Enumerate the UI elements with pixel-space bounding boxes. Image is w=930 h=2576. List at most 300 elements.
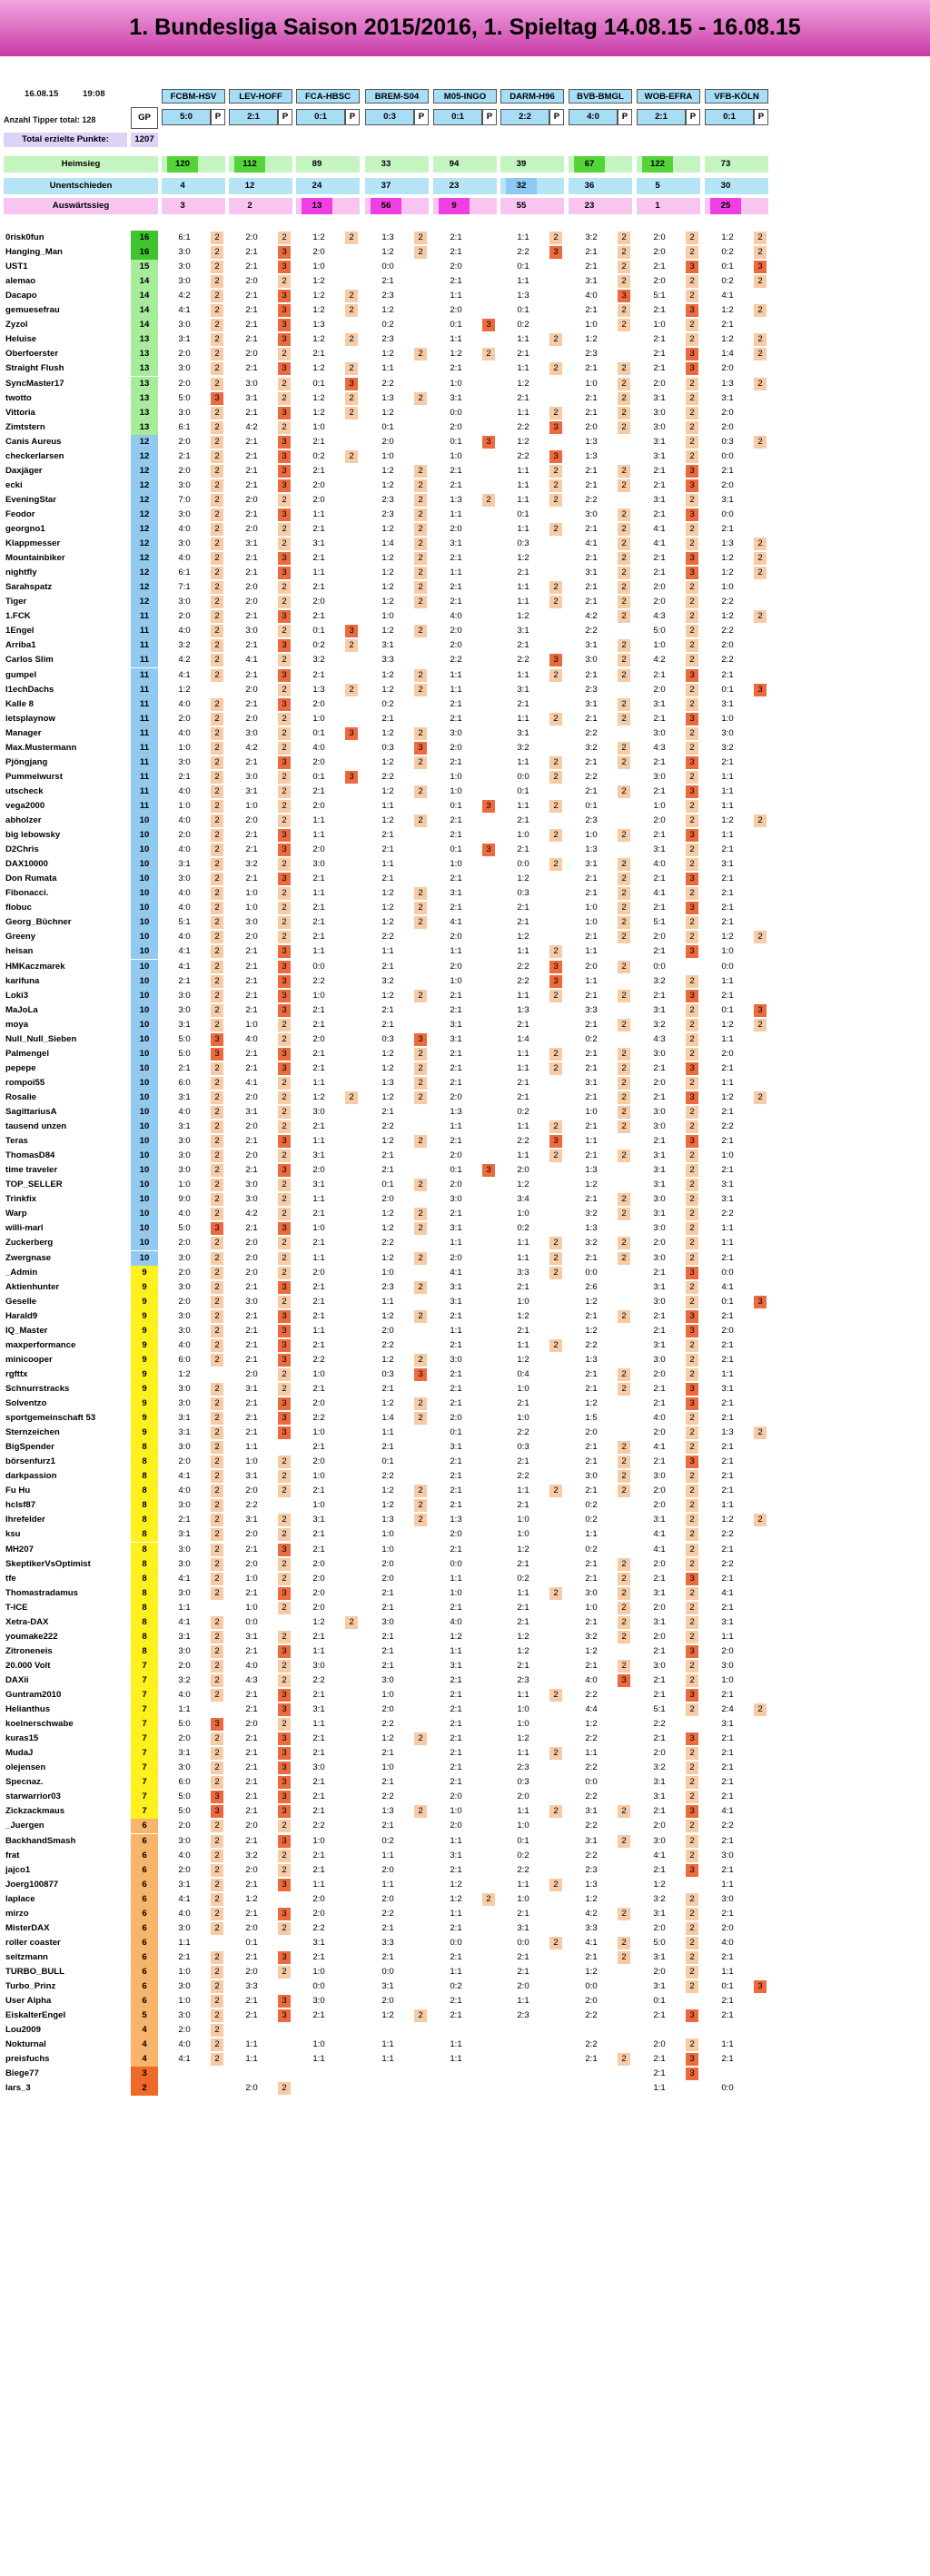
tip-value: 1:2 xyxy=(381,465,394,476)
tip-value: 2:2 xyxy=(450,655,462,666)
tip-points: 2 xyxy=(414,538,427,550)
tip-points: 2 xyxy=(278,916,291,929)
tip-points: 2 xyxy=(549,1937,562,1949)
tipper-gp: 15 xyxy=(131,260,158,274)
tip-value: 2:1 xyxy=(245,1733,258,1744)
tip-value: 2:2 xyxy=(585,1850,598,1860)
tipper-name: T-ICE xyxy=(5,1602,28,1613)
tip-value: 2:1 xyxy=(653,990,666,1001)
tip-value: 1:2 xyxy=(585,1893,598,1904)
tip-points: 2 xyxy=(414,1077,427,1090)
tip-points: 2 xyxy=(278,902,291,914)
tip-value: 2:1 xyxy=(245,1777,258,1788)
tip-points: 2 xyxy=(618,567,630,579)
tip-points: 3 xyxy=(482,319,495,331)
tip-value: 2:0 xyxy=(178,1267,191,1278)
tip-value: 4:1 xyxy=(653,1850,666,1860)
tip-value: 0:1 xyxy=(450,1427,462,1438)
tip-points: 2 xyxy=(618,523,630,536)
tip-points: 3 xyxy=(278,698,291,711)
tip-value: 2:1 xyxy=(245,1004,258,1015)
tipper-gp: 6 xyxy=(131,1892,158,1907)
tip-value: 2:0 xyxy=(585,961,598,972)
tipper-name: Loki3 xyxy=(5,990,29,1001)
tip-value: 4:1 xyxy=(721,1806,734,1817)
tip-value: 2:2 xyxy=(721,1121,734,1132)
tip-value: 2:0 xyxy=(312,1558,325,1569)
tip-value: 2:1 xyxy=(517,1456,529,1467)
home-win-row-value: 33 xyxy=(381,159,391,169)
tip-points: 3 xyxy=(278,1951,291,1964)
tip-points: 2 xyxy=(549,1339,562,1352)
tip-value: 1:2 xyxy=(312,392,325,403)
tip-value: 2:0 xyxy=(245,1252,258,1263)
tip-points: 2 xyxy=(618,1310,630,1323)
tipper-name: Zwergnase xyxy=(5,1252,52,1263)
tip-value: 2:1 xyxy=(653,1456,666,1467)
tip-value: 1:1 xyxy=(312,1252,325,1263)
tip-value: 2:1 xyxy=(585,553,598,564)
tip-value: 3:3 xyxy=(381,655,394,666)
tip-points: 2 xyxy=(414,348,427,360)
tip-points: 2 xyxy=(686,1485,698,1497)
tip-points: 2 xyxy=(618,961,630,973)
tip-value: 2:1 xyxy=(450,1733,462,1744)
tipper-name: gemuesefrau xyxy=(5,305,60,316)
tip-value: 2:1 xyxy=(381,1107,394,1117)
tip-value: 2:1 xyxy=(245,1413,258,1424)
tipper-gp: 11 xyxy=(131,638,158,653)
tip-value: 2:1 xyxy=(585,785,598,796)
tip-points: 2 xyxy=(211,975,223,988)
tip-points: 2 xyxy=(686,639,698,652)
tip-value: 2:1 xyxy=(381,844,394,855)
tip-value: 2:2 xyxy=(381,1791,394,1802)
points-header: P xyxy=(482,109,497,125)
tip-value: 1:2 xyxy=(381,669,394,680)
tip-value: 1:0 xyxy=(517,1296,529,1307)
tip-points: 2 xyxy=(211,1850,223,1862)
tip-points: 3 xyxy=(549,654,562,666)
tip-points: 2 xyxy=(278,1296,291,1308)
tip-points: 2 xyxy=(686,1791,698,1803)
match-result: 0:3 xyxy=(365,109,414,125)
tipper-name: Schnurrstracks xyxy=(5,1383,70,1394)
tip-value: 2:1 xyxy=(450,873,462,884)
tip-value: 3:2 xyxy=(653,1893,666,1904)
tip-value: 3:1 xyxy=(585,1835,598,1846)
tipper-name: Don Rumata xyxy=(5,873,57,884)
tip-value: 3:1 xyxy=(178,1121,191,1132)
tip-value: 1:0 xyxy=(585,903,598,913)
tipper-name: karifuna xyxy=(5,975,40,986)
tip-points: 2 xyxy=(686,625,698,637)
tip-value: 2:1 xyxy=(585,1485,598,1496)
tipper-gp: 10 xyxy=(131,872,158,886)
tip-value: 1:2 xyxy=(381,349,394,360)
match-result: 2:2 xyxy=(500,109,549,125)
tip-value: 2:1 xyxy=(381,961,394,972)
tip-points: 2 xyxy=(278,1193,291,1206)
tip-value: 1:2 xyxy=(585,1966,598,1977)
tip-value: 1:3 xyxy=(517,1004,529,1015)
tipper-gp: 10 xyxy=(131,1134,158,1149)
tip-value: 1:2 xyxy=(721,334,734,345)
tipper-count: Anzahl Tipper total: 128 xyxy=(4,115,96,124)
tip-points: 2 xyxy=(211,1485,223,1497)
tip-points: 2 xyxy=(549,1150,562,1162)
tip-value: 3:0 xyxy=(721,1893,734,1904)
tip-value: 3:1 xyxy=(178,859,191,870)
tip-value: 2:2 xyxy=(517,1136,529,1147)
tip-value: 3:0 xyxy=(178,479,191,490)
tip-value: 0:0 xyxy=(517,771,529,782)
tip-value: 2:0 xyxy=(245,1091,258,1102)
tip-value: 2:2 xyxy=(585,1339,598,1350)
tip-points: 2 xyxy=(414,567,427,579)
tip-value: 2:0 xyxy=(178,713,191,724)
tip-value: 2:2 xyxy=(312,975,325,986)
tip-points: 2 xyxy=(686,1937,698,1949)
tip-value: 2:1 xyxy=(245,1645,258,1656)
tip-value: 0:0 xyxy=(585,1267,598,1278)
tip-value: 3:0 xyxy=(312,1107,325,1117)
tip-value: 2:1 xyxy=(653,479,666,490)
tip-value: 2:0 xyxy=(653,247,666,258)
tip-value: 2:1 xyxy=(653,1645,666,1656)
tip-value: 3:3 xyxy=(517,1267,529,1278)
tipper-name: tfe xyxy=(5,1573,16,1584)
tip-points: 2 xyxy=(549,333,562,346)
tip-points: 2 xyxy=(618,319,630,331)
tip-points: 2 xyxy=(211,1747,223,1760)
tip-value: 2:1 xyxy=(653,349,666,360)
tip-points: 3 xyxy=(278,1835,291,1848)
tip-value: 1:2 xyxy=(721,611,734,622)
tip-value: 4:1 xyxy=(178,669,191,680)
tip-value: 3:1 xyxy=(585,640,598,651)
tip-value: 4:2 xyxy=(178,655,191,666)
tip-value: 1:1 xyxy=(517,1238,529,1249)
tip-value: 2:0 xyxy=(721,1645,734,1656)
tip-value: 2:2 xyxy=(517,1471,529,1482)
tip-value: 5:0 xyxy=(178,1048,191,1059)
tip-value: 2:1 xyxy=(178,771,191,782)
tip-value: 1:2 xyxy=(381,727,394,738)
tip-points: 2 xyxy=(549,1062,562,1075)
tip-points: 2 xyxy=(278,1528,291,1541)
tip-value: 2:0 xyxy=(517,1981,529,1991)
tip-value: 2:1 xyxy=(517,1616,529,1627)
tip-points: 2 xyxy=(345,407,358,419)
tip-value: 2:1 xyxy=(517,1398,529,1408)
tipper-name: rgfttx xyxy=(5,1368,28,1379)
tip-value: 0:1 xyxy=(517,508,529,519)
tip-value: 1:1 xyxy=(721,771,734,782)
tip-value: 3:0 xyxy=(585,655,598,666)
tip-value: 2:1 xyxy=(653,1310,666,1321)
tip-points: 3 xyxy=(686,902,698,914)
tip-value: 3:0 xyxy=(178,2010,191,2021)
tip-value: 2:0 xyxy=(721,421,734,432)
tipper-name: TOP_SELLER xyxy=(5,1179,63,1190)
tip-value: 1:0 xyxy=(312,421,325,432)
tip-value: 1:1 xyxy=(381,859,394,870)
tip-points: 3 xyxy=(686,465,698,478)
tip-value: 2:1 xyxy=(517,1951,529,1962)
tip-value: 3:1 xyxy=(653,1981,666,1991)
tip-value: 1:2 xyxy=(312,276,325,287)
tip-value: 3:2 xyxy=(585,232,598,242)
tip-points: 2 xyxy=(618,392,630,405)
tip-points: 3 xyxy=(278,1747,291,1760)
away-win-row-value: 55 xyxy=(516,201,527,211)
tip-value: 1:3 xyxy=(381,1077,394,1088)
tipper-name: EveningStar xyxy=(5,494,56,505)
tip-points: 3 xyxy=(211,1222,223,1235)
tip-value: 1:1 xyxy=(517,1062,529,1073)
tip-value: 2:1 xyxy=(450,1719,462,1730)
away-win-row-value: 13 xyxy=(302,198,332,214)
tip-value: 2:0 xyxy=(245,524,258,534)
tip-points: 2 xyxy=(414,232,427,244)
tip-points: 2 xyxy=(686,654,698,666)
total-points-label: Total erzielte Punkte: xyxy=(4,133,127,147)
tip-points: 3 xyxy=(278,1908,291,1920)
tip-value: 0:2 xyxy=(517,1223,529,1234)
tip-points: 2 xyxy=(686,1077,698,1090)
tip-value: 3:0 xyxy=(245,378,258,389)
tip-points: 2 xyxy=(278,785,291,798)
tipper-name: ksu xyxy=(5,1529,21,1540)
tip-value: 2:1 xyxy=(721,1354,734,1365)
tipper-name: laplace xyxy=(5,1893,35,1904)
tip-value: 2:0 xyxy=(381,1573,394,1584)
tip-value: 1:2 xyxy=(381,1048,394,1059)
tip-points: 2 xyxy=(278,348,291,360)
tip-value: 2:1 xyxy=(450,1136,462,1147)
tip-value: 2:0 xyxy=(245,1529,258,1540)
tipper-name: Xetra-DAX xyxy=(5,1616,49,1627)
tipper-gp: 13 xyxy=(131,420,158,435)
tip-value: 4:0 xyxy=(653,859,666,870)
tip-value: 3:1 xyxy=(312,1150,325,1161)
tipper-gp: 10 xyxy=(131,1192,158,1207)
tip-value: 2:1 xyxy=(450,713,462,724)
tip-value: 1:0 xyxy=(178,1996,191,2007)
tip-value: 2:1 xyxy=(721,1791,734,1802)
tip-value: 3:0 xyxy=(178,873,191,884)
tip-value: 2:1 xyxy=(721,844,734,855)
tip-value: 2:0 xyxy=(653,1427,666,1438)
tipper-gp: 9 xyxy=(131,1309,158,1324)
tip-value: 2:1 xyxy=(585,990,598,1001)
tip-points: 3 xyxy=(278,479,291,492)
tipper-name: Mountainbiker xyxy=(5,553,65,564)
tip-value: 0:0 xyxy=(312,961,325,972)
tip-value: 2:1 xyxy=(312,1048,325,1059)
tip-value: 0:0 xyxy=(721,961,734,972)
tip-points: 2 xyxy=(211,1383,223,1396)
tip-value: 3:1 xyxy=(450,538,462,549)
tip-points: 2 xyxy=(414,1412,427,1425)
tipper-name: ecki xyxy=(5,479,23,490)
tip-value: 2:0 xyxy=(450,524,462,534)
tip-value: 2:1 xyxy=(450,815,462,825)
tip-value: 1:2 xyxy=(721,568,734,578)
tip-value: 2:0 xyxy=(450,1091,462,1102)
draw-row-value: 5 xyxy=(655,181,660,191)
tip-points: 2 xyxy=(345,1091,358,1104)
tip-value: 2:2 xyxy=(721,1821,734,1831)
tip-value: 4:1 xyxy=(178,961,191,972)
tip-value: 2:1 xyxy=(381,1442,394,1453)
tip-value: 1:1 xyxy=(517,1252,529,1263)
tip-points: 2 xyxy=(549,669,562,682)
tip-points: 2 xyxy=(686,1193,698,1206)
tip-points: 2 xyxy=(549,1048,562,1061)
tip-value: 2:0 xyxy=(381,1194,394,1205)
tip-points: 2 xyxy=(414,596,427,608)
tip-value: 1:0 xyxy=(721,582,734,593)
tip-points: 2 xyxy=(618,1631,630,1643)
tip-value: 3:0 xyxy=(178,1165,191,1176)
tip-points: 2 xyxy=(278,1208,291,1220)
tip-value: 3:1 xyxy=(653,1209,666,1219)
away-win-row-value: 3 xyxy=(180,201,185,211)
tip-value: 1:1 xyxy=(721,1966,734,1977)
tip-points: 2 xyxy=(414,902,427,914)
tipper-name: youmake222 xyxy=(5,1631,58,1642)
tip-points: 2 xyxy=(549,581,562,594)
tip-value: 2:0 xyxy=(312,800,325,811)
tip-points: 2 xyxy=(345,450,358,463)
tip-points: 2 xyxy=(211,275,223,288)
tip-value: 2:1 xyxy=(381,1645,394,1656)
tip-value: 3:0 xyxy=(245,771,258,782)
tip-value: 2:3 xyxy=(517,2010,529,2021)
tip-points: 2 xyxy=(211,1835,223,1848)
tip-value: 2:0 xyxy=(245,932,258,943)
tip-value: 1:1 xyxy=(450,291,462,301)
tipper-name: Solventzo xyxy=(5,1398,47,1408)
tip-value: 1:1 xyxy=(450,669,462,680)
tipper-gp: 10 xyxy=(131,857,158,872)
tip-value: 2:0 xyxy=(450,262,462,272)
match-header: DARM-H96 xyxy=(500,89,564,104)
tip-value: 0:1 xyxy=(450,436,462,447)
tip-value: 3:0 xyxy=(312,1660,325,1671)
tip-points: 2 xyxy=(211,348,223,360)
tipper-gp: 13 xyxy=(131,377,158,391)
tip-value: 2:1 xyxy=(585,247,598,258)
tip-points: 2 xyxy=(211,465,223,478)
tip-value: 3:0 xyxy=(653,421,666,432)
tipper-gp: 6 xyxy=(131,1849,158,1863)
tip-value: 3:0 xyxy=(178,1645,191,1656)
tip-points: 3 xyxy=(686,1135,698,1148)
tip-points: 3 xyxy=(754,1296,767,1308)
tip-points: 2 xyxy=(549,596,562,608)
tip-points: 2 xyxy=(686,1660,698,1673)
tipper-name: tausend unzen xyxy=(5,1121,67,1132)
tip-value: 1:1 xyxy=(312,946,325,957)
tip-value: 1:2 xyxy=(312,363,325,374)
tip-value: 2:0 xyxy=(450,932,462,943)
tip-points: 2 xyxy=(414,756,427,769)
tip-points: 2 xyxy=(686,1368,698,1381)
tip-value: 3:1 xyxy=(517,727,529,738)
tip-points: 2 xyxy=(414,625,427,637)
tip-points: 3 xyxy=(414,1368,427,1381)
tipper-name: SkeptikerVsOptimist xyxy=(5,1558,91,1569)
tip-points: 2 xyxy=(754,1091,767,1104)
tip-value: 2:1 xyxy=(721,1252,734,1263)
tip-value: 1:1 xyxy=(312,2054,325,2065)
tip-points: 3 xyxy=(686,873,698,885)
tip-value: 5:0 xyxy=(178,1719,191,1730)
tip-value: 0:3 xyxy=(517,888,529,899)
tip-points: 3 xyxy=(278,1995,291,2008)
tipper-name: MudaJ xyxy=(5,1748,34,1759)
tip-value: 0:1 xyxy=(312,378,325,389)
tip-points: 2 xyxy=(211,1908,223,1920)
tip-value: 2:1 xyxy=(450,698,462,709)
tip-value: 2:1 xyxy=(245,1791,258,1802)
tip-value: 2:1 xyxy=(381,1951,394,1962)
tip-value: 4:2 xyxy=(245,742,258,753)
tip-value: 2:1 xyxy=(245,1427,258,1438)
tip-points: 2 xyxy=(686,1426,698,1439)
tip-value: 2:1 xyxy=(721,1136,734,1147)
tip-value: 1:1 xyxy=(450,946,462,957)
tip-value: 1:1 xyxy=(312,830,325,841)
tip-value: 1:2 xyxy=(721,305,734,316)
tip-points: 3 xyxy=(278,1791,291,1803)
tip-value: 1:1 xyxy=(721,785,734,796)
tip-value: 3:0 xyxy=(721,1850,734,1860)
tip-value: 2:0 xyxy=(245,232,258,242)
tip-value: 2:1 xyxy=(245,1339,258,1350)
tip-value: 2:1 xyxy=(178,975,191,986)
tip-value: 2:1 xyxy=(721,888,734,899)
match-result: 4:0 xyxy=(569,109,618,125)
tip-value: 2:0 xyxy=(653,276,666,287)
tip-value: 2:1 xyxy=(721,1485,734,1496)
tip-points: 2 xyxy=(686,858,698,871)
tip-points: 2 xyxy=(278,1514,291,1526)
tip-points: 2 xyxy=(618,1835,630,1848)
tip-points: 2 xyxy=(414,581,427,594)
tip-value: 4:2 xyxy=(585,611,598,622)
tip-value: 2:1 xyxy=(381,830,394,841)
tip-value: 1:1 xyxy=(585,1748,598,1759)
tip-value: 2:1 xyxy=(381,873,394,884)
tip-points: 2 xyxy=(482,494,495,507)
tip-points: 2 xyxy=(482,348,495,360)
tip-value: 4:1 xyxy=(721,1281,734,1292)
tip-value: 4:0 xyxy=(178,1339,191,1350)
tipper-name: Turbo_Prinz xyxy=(5,1981,56,1991)
tip-points: 2 xyxy=(686,1252,698,1265)
tip-value: 0:1 xyxy=(381,1179,394,1190)
tip-value: 0:0 xyxy=(450,407,462,418)
tip-points: 2 xyxy=(618,1193,630,1206)
tip-value: 2:1 xyxy=(450,1077,462,1088)
tip-value: 1:0 xyxy=(450,378,462,389)
tip-points: 3 xyxy=(211,1048,223,1061)
tip-points: 2 xyxy=(618,378,630,390)
